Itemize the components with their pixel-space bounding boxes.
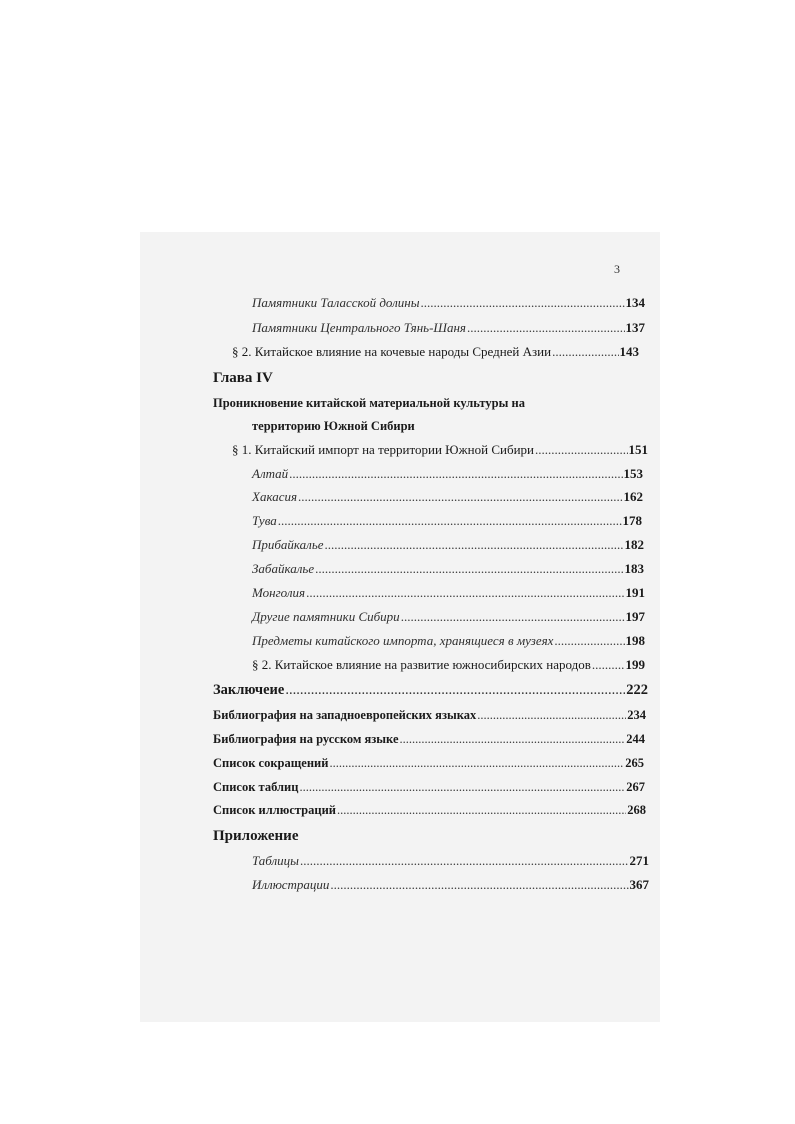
toc-entry-label: § 2. Китайское влияние на развитие южносибирских народов [252,657,591,672]
toc-leader [325,537,624,553]
toc-entry-label: Список таблиц [213,780,299,794]
toc-leader [477,707,626,723]
toc-leader [306,585,624,601]
toc-page-number: 143 [619,344,639,359]
toc-entry-label: Другие памятники Сибири [252,609,400,624]
toc-leader [300,853,629,869]
toc-page-number: 178 [622,513,642,528]
toc-entry-label: § 1. Китайский импорт на территории Южной Сибири [232,442,534,457]
appendix-title: Приложение [213,828,299,844]
toc-entry-label: Памятники Таласской долины [252,295,420,310]
toc-page-number: 267 [626,780,645,794]
toc-page-number: 182 [624,537,644,552]
chapter-subtitle-line2: территорию Южной Сибири [252,419,415,433]
toc-entry-app-illustrations[interactable] [252,877,649,893]
toc-entry-talas[interactable] [252,295,645,311]
toc-leader [299,779,625,795]
toc-entry-label: Прибайкалье [252,537,324,552]
toc-page-number: 198 [625,633,645,648]
toc-entry-label: § 2. Китайское влияние на кочевые народы Средней Азии [232,344,552,359]
toc-leader [400,731,626,747]
page-number: 3 [614,262,620,276]
toc-leader [554,633,624,649]
toc-page-number: 222 [626,682,648,698]
toc-leader [421,295,625,311]
toc-page-number: 234 [627,708,646,722]
toc-entry-sec1-siberia[interactable] [232,442,648,458]
toc-entry-tianshan[interactable] [252,320,645,336]
toc-entry-label: Список сокращений [213,756,329,770]
toc-entry-other-siberia[interactable] [252,609,645,625]
toc-page-number: 183 [624,561,644,576]
toc-entry-label: Памятники Центрального Тянь-Шаня [252,320,466,335]
toc-leader [467,320,625,336]
toc-page-number: 162 [623,489,643,504]
toc-page-number: 367 [629,877,649,892]
chapter-title: Глава IV [213,370,273,386]
toc-entry-abbreviations[interactable] [213,755,644,771]
toc-page-number: 151 [628,442,648,457]
toc-entry-label: Тува [252,513,277,528]
toc-page-number: 244 [626,732,645,746]
toc-page-number: 268 [627,803,646,817]
toc-leader [401,609,625,625]
toc-page-number: 197 [625,609,645,624]
toc-entry-label: Забайкалье [252,561,315,576]
toc-entry-khakasia[interactable] [252,489,643,505]
toc-leader [298,489,622,505]
toc-entry-app-tables[interactable] [252,853,649,869]
toc-entry-conclusion[interactable] [213,682,648,698]
toc-page-number: 153 [623,466,643,481]
toc-leader [330,877,628,893]
toc-entry-label: Список иллюстраций [213,803,336,817]
toc-leader [337,802,626,818]
toc-page-number: 191 [625,585,645,600]
toc-leader [278,513,622,529]
toc-entry-label: Монголия [252,585,306,600]
toc-page-number: 137 [625,320,645,335]
toc-entry-label: Иллюстрации [252,877,330,892]
toc-page-number: 265 [625,756,644,770]
toc-leader [592,657,625,673]
toc-page-number: 134 [625,295,645,310]
toc-leader [289,466,622,482]
toc-page-number: 199 [625,657,645,672]
toc-entry-illustrations-list[interactable] [213,802,646,818]
toc-leader [535,442,628,458]
toc-entry-label: Библиография на русском языке [213,732,399,746]
chapter-subtitle-line1: Проникновение китайской материальной культуры на [213,396,525,410]
toc-entry-label: Таблицы [252,853,299,868]
toc-entry-zabaikalye[interactable] [252,561,644,577]
toc-entry-label: Предметы китайского импорта, хранящиеся в музеях [252,633,554,648]
toc-entry-sec2-siberia[interactable] [252,657,645,673]
toc-entry-tables-list[interactable] [213,779,645,795]
toc-entry-label: Заключеие [213,682,285,698]
toc-entry-museum-items[interactable] [252,633,645,649]
toc-entry-label: Библиография на западноевропейских языках [213,708,477,722]
toc-leader [329,755,624,771]
toc-leader [552,344,618,360]
toc-leader [285,682,625,698]
toc-entry-altai[interactable] [252,466,643,482]
toc-page-number: 271 [629,853,649,868]
toc-entry-bib-western[interactable] [213,707,646,723]
toc-entry-label: Хакасия [252,489,298,504]
toc-entry-sec2-central-asia[interactable] [232,344,639,360]
toc-entry-pribaikalye[interactable] [252,537,644,553]
toc-entry-label: Алтай [252,466,289,481]
toc-entry-bib-russian[interactable] [213,731,645,747]
toc-leader [315,561,623,577]
toc-entry-mongolia[interactable] [252,585,645,601]
toc-entry-tuva[interactable] [252,513,642,529]
